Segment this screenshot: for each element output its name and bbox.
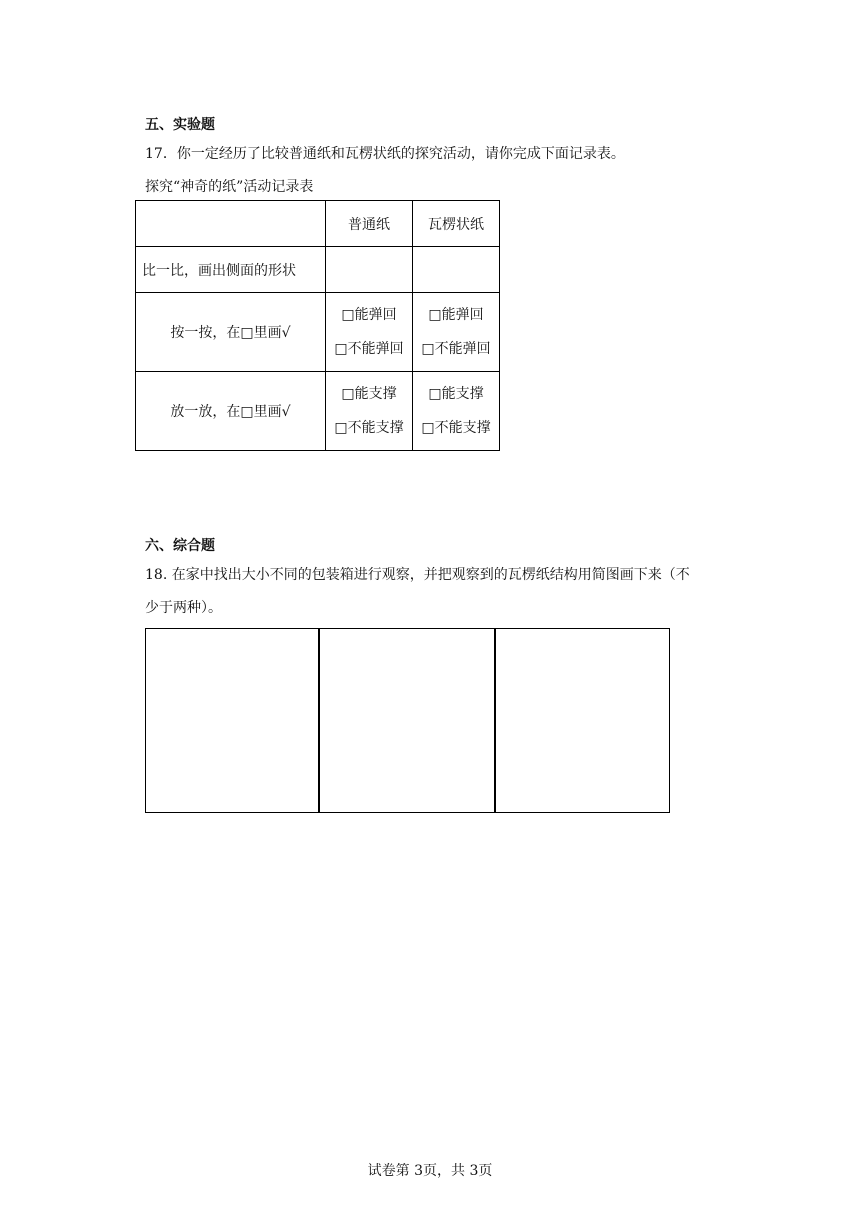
question-18-text-line-1: 18. 在家中找出大小不同的包装箱进行观察，并把观察到的瓦楞纸结构用简图画下来（不 (145, 567, 690, 583)
table-header-corrugated-paper: 瓦楞状纸 (413, 201, 500, 247)
row-label-place: 放一放，在□里画√ (136, 372, 326, 451)
checkbox-option-cannot-support[interactable]: □不能支撑 (334, 420, 404, 436)
table-header-empty (136, 201, 326, 247)
options-cell-plain-press (326, 293, 413, 372)
question-17-text: 17．你一定经历了比较普通纸和瓦楞状纸的探究活动，请你完成下面记录表。 (145, 146, 625, 162)
table-row (136, 293, 500, 372)
options-cell-corrugated-press (413, 293, 500, 372)
question-18-text-line-2: 少于两种）。 (145, 600, 222, 616)
table-row (136, 372, 500, 451)
table-header-plain-paper: 普通纸 (326, 201, 413, 247)
table-header-row (136, 201, 500, 247)
section-5-title: 五、实验题 (145, 117, 215, 133)
checkbox-option-can-support[interactable]: □能支撑 (341, 386, 397, 402)
answer-cell-plain-shape[interactable] (326, 247, 413, 293)
table-caption: 探究“神奇的纸”活动记录表 (145, 179, 314, 195)
row-label-compare: 比一比，画出侧面的形状 (136, 247, 326, 293)
checkbox-option-cannot-rebound[interactable]: □不能弹回 (421, 341, 491, 357)
drawing-box-1[interactable] (145, 628, 320, 813)
row-label-press: 按一按，在□里画√ (136, 293, 326, 372)
options-cell-plain-place (326, 372, 413, 451)
checkbox-option-can-rebound[interactable]: □能弹回 (428, 307, 484, 323)
options-cell-corrugated-place (413, 372, 500, 451)
drawing-box-3[interactable] (494, 628, 670, 813)
checkbox-option-cannot-rebound[interactable]: □不能弹回 (334, 341, 404, 357)
page-number-footer: 试卷第 3页，共 3页 (367, 1163, 493, 1179)
drawing-box-2[interactable] (318, 628, 496, 813)
section-6-title: 六、综合题 (145, 538, 215, 554)
record-table (135, 200, 500, 451)
answer-cell-corrugated-shape[interactable] (413, 247, 500, 293)
checkbox-option-cannot-support[interactable]: □不能支撑 (421, 420, 491, 436)
checkbox-option-can-support[interactable]: □能支撑 (428, 386, 484, 402)
checkbox-option-can-rebound[interactable]: □能弹回 (341, 307, 397, 323)
table-row (136, 247, 500, 293)
